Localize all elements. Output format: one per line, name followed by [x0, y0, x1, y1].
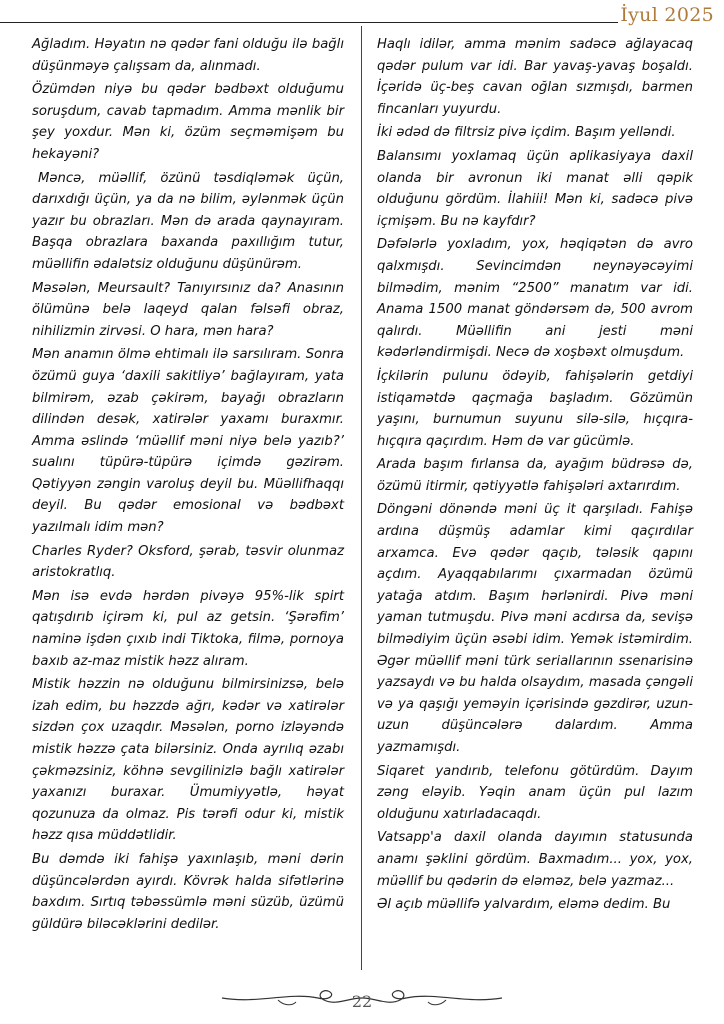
paragraph: Əl açıb müəllifə yalvardım, eləmə dedim. Bu	[377, 897, 671, 913]
paragraph: Siqaret yandırıb, telefonu götürdüm. Dayım zəng eləyib. Yəqin anam üçün pul lazım olduğunu xatırladacaqdı.	[377, 763, 693, 822]
column-divider	[361, 26, 362, 970]
paragraph: Məncə, müəllif, özünü təsdiqləmək üçün, darıxdığı üçün, ya da nə bilim, əylənmək üçün yazır bu obrazları. Mən də arada qaynayıram. Başqa obrazlara baxanda paxıllığım tutur, müəllifin ədalətsiz olduğunu düşünürəm.	[32, 170, 344, 272]
paragraph: Balansımı yoxlamaq üçün aplikasiyaya daxil olanda bir avronun iki manat əlli qəpik olduğunu gördüm. İlahiii! Mən ki, sadəcə pivə içmişəm. Bu nə kayfdır?	[377, 148, 693, 229]
paragraph: Bu dəmdə iki fahişə yaxınlaşıb, məni dərin düşüncələrdən ayırdı. Kövrək halda sifətlərinə baxdım. Sırtıq təbəssümlə məni süzüb, üzümü güldürə biləcəklərini dedilər.	[32, 851, 344, 932]
paragraph: Mən isə evdə hərdən pivəyə 95%-lik spirt qatışdırıb içirəm ki, pul az getsin. ‘Şərəfim’ naminə işdən çıxıb indi Tiktoka, filmə, pornoya baxıb az-maz mistik həzz alıram.	[32, 588, 344, 669]
paragraph: İki ədəd də filtrsiz pivə içdim. Başım yelləndi.	[377, 125, 676, 141]
page-number: 22	[351, 992, 373, 1011]
paragraph: Mən anamın ölmə ehtimalı ilə sarsılıram. Sonra özümü guya ‘daxili sakitliyə’ bağlayıram, yata bilmirəm, əzab çəkirəm, bayağı obrazların dilindən desək, xatirələr yaxamı buraxmır. Amma əslində ‘müəllif məni niyə belə yazıb?’ sualını tüpürə-tüpürə içimdə gəzirəm. Qətiyyən zəngin varoluş deyil bu. Müəllifhaqqı deyil. Bu qədər emosional və bədbəxt yazılmalı idim mən?	[32, 347, 344, 536]
paragraph: Haqlı idilər, amma mənim sadəcə ağlayacaq qədər pulum var idi. Bar yavaş-yavaş boşaldı. İçəridə üç-beş cavan oğlan sızmışdı, barmen fincanları yuyurdu.	[377, 37, 693, 117]
paragraph: Özümdən niyə bu qədər bədbəxt olduğumu soruşdum, cavab tapmadım. Amma mənlik bir şey yoxdur. Mən ki, özüm seçməmişəm bu hekayəni?	[32, 82, 344, 162]
paragraph: Vatsapp'a daxil olanda dayımın statusunda anamı şəklini gördüm. Baxmadım... yox, yox, müəllif bu qədərin də eləməz, belə yazmaz...	[377, 830, 693, 889]
header-rule	[0, 22, 618, 23]
paragraph: Charles Ryder? Oksford, şərab, təsvir olunmaz aristokratlıq.	[32, 543, 344, 581]
paragraph: Mistik həzzin nə olduğunu bilmirsinizsə, belə izah edim, bu həzzdə ağrı, kədər və xatirələr sizdən çox uzaqdır. Məsələn, porno izləyəndə mistik həzzə çata bilərsiniz. Onda ayrılıq əzabı çəkməzsiniz, köhnə sevgilinizlə bağlı xatirələr yaxanızı buraxar. Ümumiyyətlə, həyat qozunuza da olmaz. Pis tərəfi odur ki, mistik həzz qısa müddətlidir.	[32, 677, 344, 844]
paragraph: Ağladım. Həyatın nə qədər fani olduğu ilə bağlı düşünməyə çalışsam da, alınmadı.	[32, 37, 344, 74]
page-footer	[0, 984, 724, 1024]
paragraph: Dəfələrlə yoxladım, yox, həqiqətən də avro qalxmışdı. Sevincimdən neynəyəcəyimi bilmədim, mənim “2500” manatım var idi. Anama 1500 manat göndərsəm də, 500 avrom qalırdı. Müəllifin ani jesti məni kədərləndirmişdi. Necə də xoşbəxt olmuşdum.	[377, 237, 693, 361]
page-header	[0, 0, 724, 32]
paragraph: Döngəni dönəndə məni üç it qarşıladı. Fahişə ardına düşmüş adamlar kimi qaçırdılar arxamca. Evə qədər qaçıb, tələsik qapını açdım. Ayaqqabılarımı çıxarmadan özümü yatağa atdım. Başım hərlənirdi. Pivə məni yaman tutmuşdu. Pivə məni acdırsa da, sevişə bilmədiyim üçün əsəbi idim. Yemək istəmirdim. Əgər müəllif məni türk seriallarının ssenarisinə yazsaydı və bu halda olsaydım, masada çəngəli və ya qaşığı yeməyin içərisində gəzdirər, uzun-uzun düşüncələrə dalardım. Amma yazmamışdı.	[377, 502, 693, 755]
paragraph: Arada başım fırlansa da, ayağım büdrəsə də, özümü itirmir, qətiyyətlə fahişələri axtarırdım.	[377, 457, 693, 494]
right-column	[377, 34, 693, 918]
issue-date: İyul 2025	[620, 4, 714, 26]
left-column	[32, 34, 344, 937]
paragraph: Məsələn, Meursault? Tanıyırsınız da? Anasının ölümünə belə laqeyd qalan fəlsəfi obraz, nihilizmin zirvəsi. O hara, mən hara?	[32, 280, 344, 339]
paragraph: İçkilərin pulunu ödəyib, fahişələrin getdiyi istiqamətdə qaçmağa başladım. Gözümün yaşını, burnumun suyunu silə-silə, hıçqıra-hıçqıra qaçırdım. Həm də var gücümlə.	[377, 368, 693, 449]
